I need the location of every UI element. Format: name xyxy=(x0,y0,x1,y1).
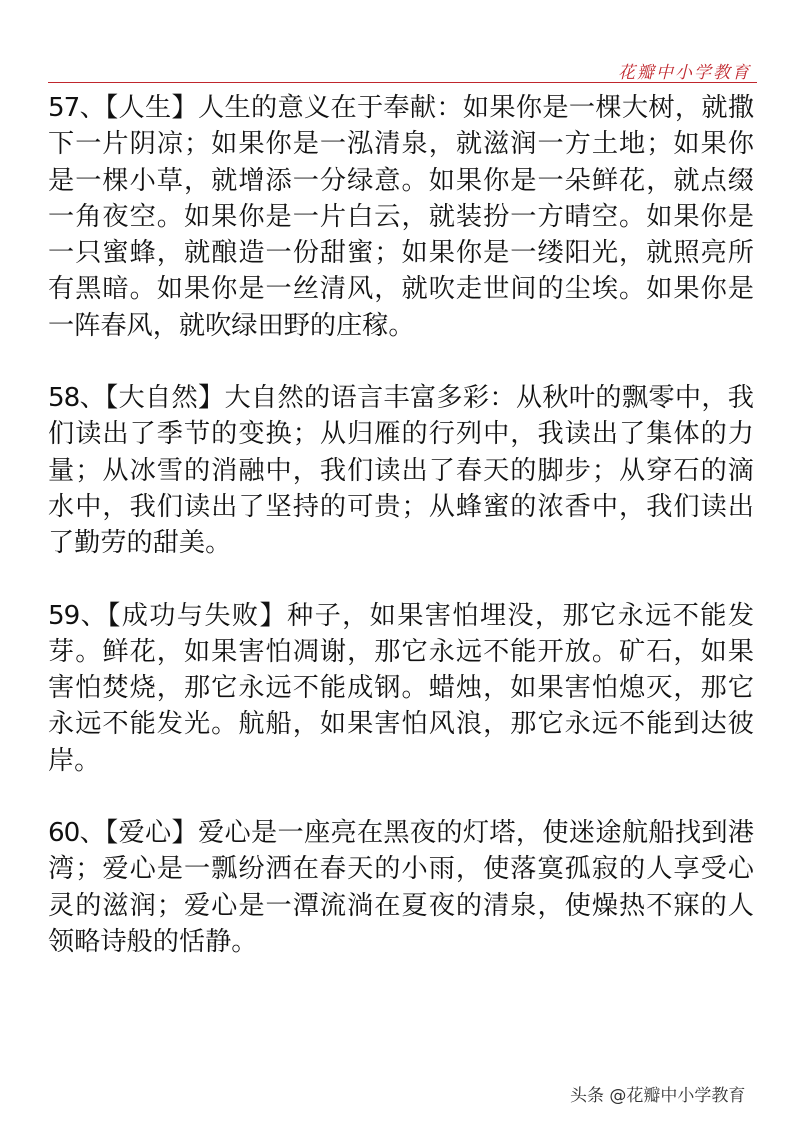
paragraph-topic: 【爱心】 xyxy=(105,818,198,849)
paragraph-text: 爱心是一座亮在黑夜的灯塔，使迷途航船找到港湾；爱心是一瓢纷洒在春天的小雨，使落寞孤寂的人享受心灵的滋润；爱心是一潭流淌在夏夜的清泉，使燥热不寐的人领略诗般的恬静。 xyxy=(48,818,755,957)
header-title: 花瓣中小学教育 xyxy=(618,63,751,83)
page-header xyxy=(48,58,757,83)
paragraph-60 xyxy=(48,815,754,960)
watermark: 头条 @花瓣中小学教育 xyxy=(570,1086,746,1106)
paragraph-topic: 【大自然】 xyxy=(105,383,225,414)
paragraph-text: 人生的意义在于奉献：如果你是一棵大树，就撒下一片阴凉；如果你是一泓清泉，就滋润一方土地；如果你是一棵小草，就增添一分绿意。如果你是一朵鲜花，就点缀一角夜空。如果你是一片白云，就装扮一方晴空。如果你是一只蜜蜂，就酿造一份甜蜜；如果你是一缕阳光，就照亮所有黑暗。如果你是一丝清风，就吹走世间的尘埃。如果你是一阵春风，就吹绿田野的庄稼。 xyxy=(48,93,755,341)
paragraph-number: 58、 xyxy=(48,383,106,414)
paragraph-58 xyxy=(48,380,754,561)
paragraph-topic: 【人生】 xyxy=(105,93,198,123)
paragraph-number: 60、 xyxy=(48,818,106,849)
paragraph-number: 59、 xyxy=(48,600,108,631)
paragraph-topic: 【成功与失败】 xyxy=(107,600,288,631)
paragraph-text: 种子，如果害怕埋没，那它永远不能发芽。鲜花，如果害怕凋谢，那它永远不能开放。矿石，如果害怕焚烧，那它永远不能成钢。蜡烛，如果害怕熄灭，那它永远不能发光。航船，如果害怕风浪，那它永远不能到达彼岸。 xyxy=(48,600,755,776)
paragraph-number: 57、 xyxy=(48,93,106,123)
paragraph-59 xyxy=(48,598,754,779)
document-body xyxy=(48,90,754,996)
paragraph-57 xyxy=(48,90,754,344)
paragraph-text: 大自然的语言丰富多彩：从秋叶的飘零中，我们读出了季节的变换；从归雁的行列中，我读出了集体的力量；从冰雪的消融中，我们读出了春天的脚步；从穿石的滴水中，我们读出了坚持的可贵；从蜂蜜的浓香中，我们读出了勤劳的甜美。 xyxy=(48,383,754,559)
